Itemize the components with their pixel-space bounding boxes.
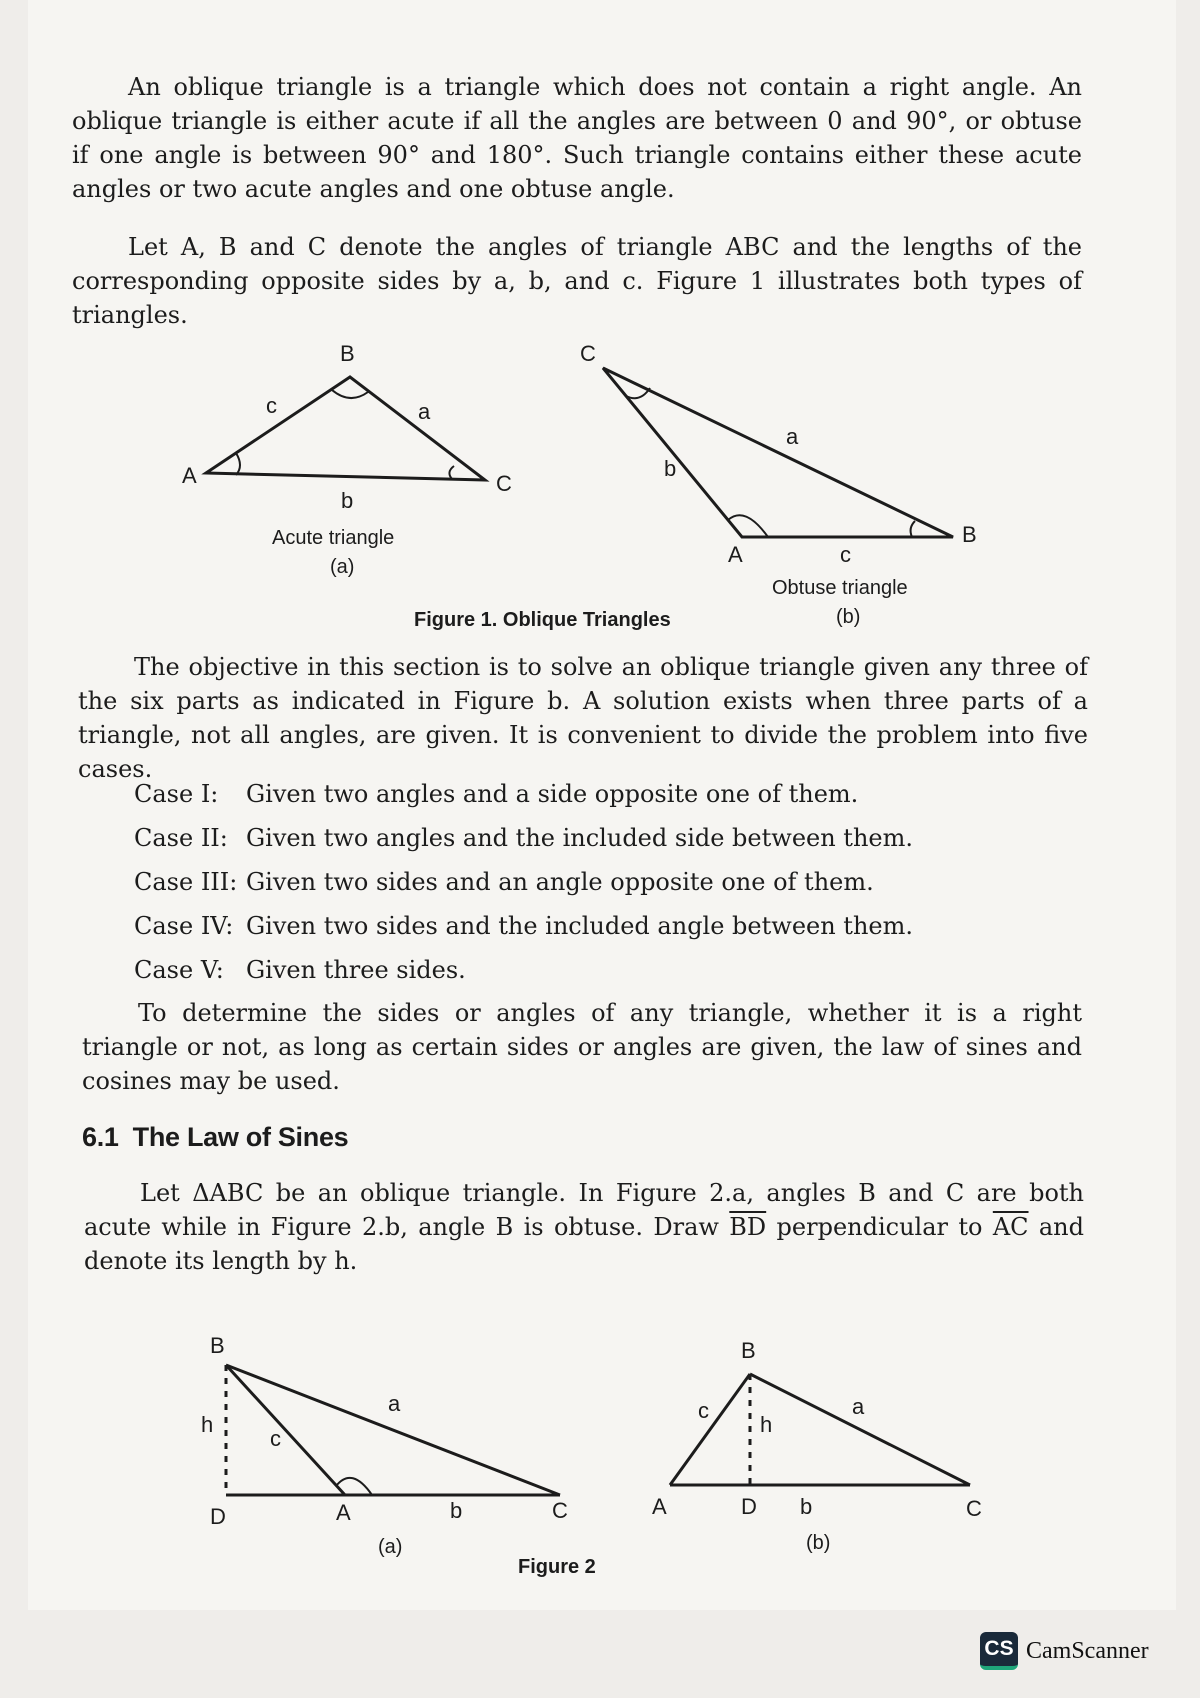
obtuse-angle-arc-b — [911, 521, 915, 537]
case-text: Given two angles and the included side between them. — [246, 824, 913, 852]
p5-text-1: Let ΔABC be an oblique triangle. In Figure 2.a, angles B and C are both acute while in Figure 2.b, angle B is obtuse. Draw — [84, 1179, 1084, 1241]
acute-triangle-outline — [206, 377, 485, 480]
fig2a-side-a-label: a — [388, 1391, 401, 1416]
fig2b-vertex-c: C — [966, 1496, 982, 1521]
fig2a-vertex-b: B — [210, 1333, 225, 1358]
acute-triangle-sub: (a) — [330, 556, 355, 578]
figure1-caption: Figure 1. Oblique Triangles — [414, 609, 671, 631]
fig2a-height-label: h — [201, 1412, 214, 1437]
camscanner-logo-icon: CS — [980, 1632, 1018, 1670]
case-item — [134, 816, 1034, 860]
case-label: Case V: — [134, 956, 224, 984]
fig2a-side-c — [226, 1365, 345, 1495]
case-label: Case IV: — [134, 912, 234, 940]
obtuse-triangle-title: Obtuse triangle — [772, 577, 908, 599]
obtuse-vertex-c: C — [580, 341, 596, 366]
fig2a-vertex-d: D — [210, 1504, 226, 1529]
case-item — [134, 860, 1034, 904]
fig2a-sub: (a) — [378, 1536, 403, 1558]
obtuse-side-a: a — [786, 424, 799, 449]
case-item — [134, 904, 1034, 948]
acute-vertex-c: C — [496, 471, 512, 496]
fig2a-side-c-label: c — [270, 1426, 281, 1451]
obtuse-side-b: b — [664, 456, 677, 481]
paragraph-notation: Let A, B and C denote the angles of triangle ABC and the lengths of the corresponding opposite sides by a, b, and c. Figure 1 illustrates both types of triangles. — [72, 233, 1082, 329]
case-label: Case II: — [134, 824, 228, 852]
section-heading — [82, 1122, 348, 1153]
p5-text-2: perpendicular to — [766, 1213, 993, 1241]
paragraph-objective: The objective in this section is to solve an oblique triangle given any three of the six parts as indicated in Figure b. A solution exists when three parts of a triangle, not all angles, are given. It is convenient to divide the problem into five cases. — [78, 653, 1088, 783]
case-text: Given three sides. — [246, 956, 466, 984]
acute-side-c: c — [266, 393, 277, 418]
acute-vertex-b: B — [340, 341, 355, 366]
case-text: Given two sides and the included angle between them. — [246, 912, 913, 940]
acute-side-a: a — [418, 399, 431, 424]
camscanner-watermark — [980, 1632, 1149, 1670]
fig2b-vertex-d: D — [741, 1494, 757, 1519]
obtuse-side-c: c — [840, 542, 851, 567]
case-text: Given two angles and a side opposite one of them. — [246, 780, 859, 808]
fig2a-vertex-c: C — [552, 1498, 568, 1523]
cases-list — [134, 772, 1034, 992]
fig2b-side-b-label: b — [800, 1494, 813, 1519]
fig2b-side-c — [670, 1374, 750, 1485]
paragraph-law-of-sines-setup — [84, 1176, 1084, 1278]
case-item — [134, 772, 1034, 816]
acute-triangle-title: Acute triangle — [272, 527, 395, 549]
fig2b-sub: (b) — [806, 1532, 831, 1554]
fig2b-height-label: h — [760, 1412, 773, 1437]
camscanner-name: CamScanner — [1026, 1637, 1149, 1664]
fig2b-side-a — [750, 1374, 970, 1485]
segment-bd: $\overline{BD}$ — [729, 1213, 767, 1241]
fig2a-vertex-a: A — [336, 1500, 351, 1525]
case-label: Case I: — [134, 780, 219, 808]
case-label: Case III: — [134, 868, 238, 896]
section-number: 6.1 — [82, 1122, 119, 1152]
fig2b-side-a-label: a — [852, 1394, 865, 1419]
acute-side-b: b — [341, 488, 354, 513]
fig2b-vertex-a: A — [652, 1494, 667, 1519]
fig2a-side-b-label: b — [450, 1498, 463, 1523]
figure2-caption: Figure 2 — [518, 1556, 596, 1578]
case-text: Given two sides and an angle opposite one of them. — [246, 868, 874, 896]
acute-vertex-a: A — [182, 463, 197, 488]
paragraph-law-usage: To determine the sides or angles of any triangle, whether it is a right triangle or not, as long as certain sides or angles are given, the law of sines and cosines may be used. — [82, 999, 1082, 1095]
fig2b-side-c-label: c — [698, 1398, 709, 1423]
case-item — [134, 948, 1034, 992]
paragraph-oblique-definition: An oblique triangle is a triangle which does not contain a right angle. An oblique triangle is either acute if all the angles are between 0 and 90°, or obtuse if one angle is between 90° and 180°. Such triangle contains either these acute angles or two acute angles and one obtuse angle. — [72, 73, 1082, 203]
p5-text-3: and denote its length by h. — [84, 1213, 1085, 1275]
acute-angle-arc-c — [449, 466, 454, 479]
acute-angle-arc-a — [236, 453, 240, 475]
acute-angle-arc-b — [332, 390, 368, 398]
segment-ac: $\overline{AC}$ — [992, 1213, 1029, 1241]
obtuse-vertex-a: A — [728, 542, 743, 567]
section-title: The Law of Sines — [132, 1122, 349, 1152]
obtuse-triangle-sub: (b) — [836, 606, 861, 628]
fig2b-vertex-b: B — [741, 1338, 756, 1363]
obtuse-vertex-b: B — [962, 522, 977, 547]
obtuse-triangle-outline — [603, 368, 953, 537]
